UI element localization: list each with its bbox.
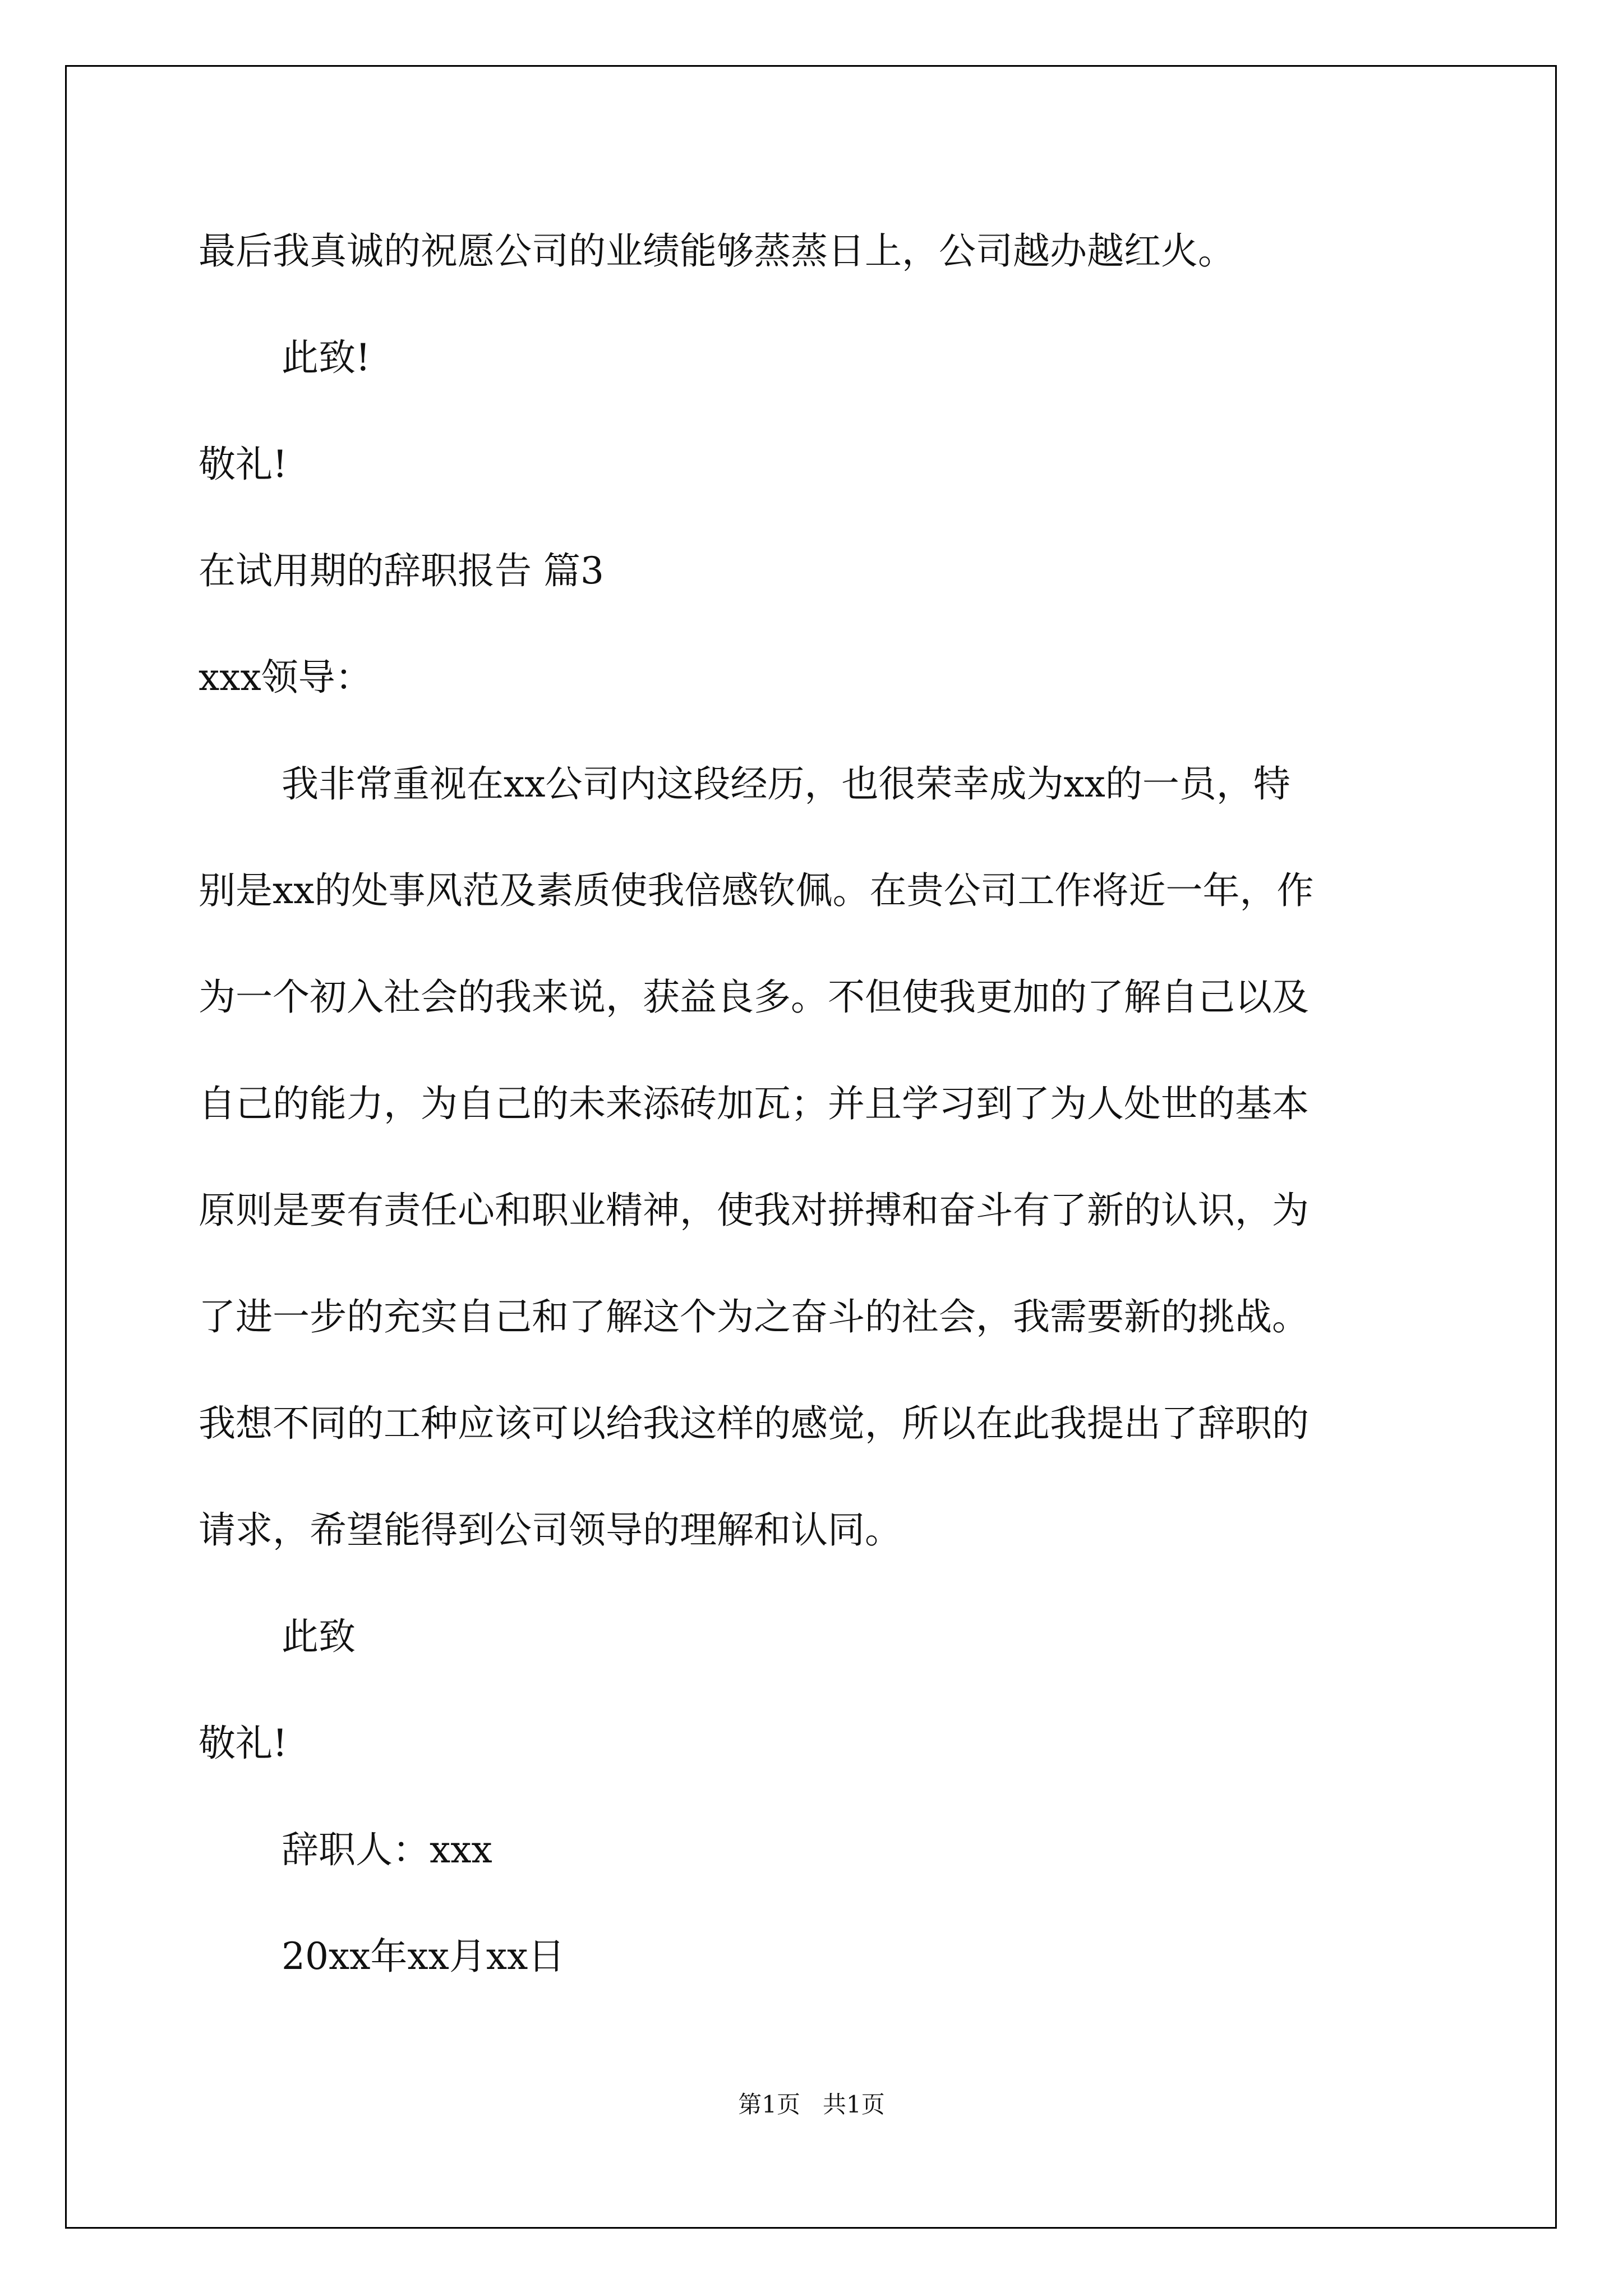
addressee-line: xxx领导：: [199, 656, 372, 699]
salutation-cizhi: 此致!: [282, 336, 371, 379]
body-paragraph-line: 我想不同的工种应该可以给我这样的感觉，所以在此我提出了辞职的: [199, 1402, 1309, 1445]
body-paragraph-line: 别是xx的处事风范及素质使我倍感钦佩。在贵公司工作将近一年，作: [199, 869, 1314, 912]
body-paragraph-line: 请求，希望能得到公司领导的理解和认同。: [199, 1508, 902, 1552]
body-paragraph-line: 自己的能力，为自己的未来添砖加瓦；并且学习到了为人处世的基本: [199, 1082, 1309, 1125]
signature-line: 辞职人：xxx: [282, 1828, 492, 1871]
closing-cizhi: 此致: [282, 1615, 356, 1658]
closing-wish-line: 最后我真诚的祝愿公司的业绩能够蒸蒸日上，公司越办越红火。: [199, 229, 1235, 273]
page-border: [65, 65, 1557, 2229]
body-paragraph-line: 原则是要有责任心和职业精神，使我对拼搏和奋斗有了新的认识，为: [199, 1189, 1309, 1232]
date-line: 20xx年xx月xx日: [282, 1935, 565, 1978]
closing-jingli: 敬礼!: [199, 1722, 288, 1765]
page-footer: 第1页 共1页: [738, 2091, 885, 2118]
body-paragraph-line: 我非常重视在xx公司内这段经历，也很荣幸成为xx的一员，特: [282, 762, 1290, 806]
body-paragraph-line: 了进一步的充实自己和了解这个为之奋斗的社会，我需要新的挑战。: [199, 1295, 1309, 1338]
body-paragraph-line: 为一个初入社会的我来说，获益良多。不但使我更加的了解自己以及: [199, 976, 1309, 1019]
salutation-jingli: 敬礼!: [199, 443, 288, 486]
section-heading: 在试用期的辞职报告 篇3: [199, 549, 604, 592]
